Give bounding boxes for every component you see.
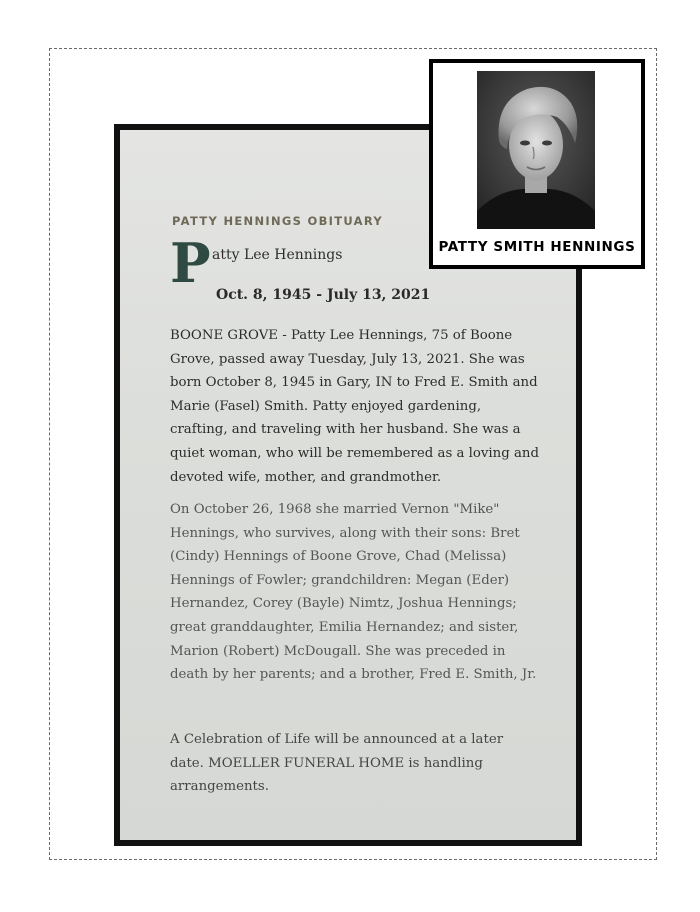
life-dates: Oct. 8, 1945 - July 13, 2021 xyxy=(216,287,431,303)
obituary-paragraph-3: A Celebration of Life will be announced at a later date. MOELLER FUNERAL HOME is handling arrangements. xyxy=(170,732,504,795)
deceased-name: atty Lee Hennings xyxy=(212,247,343,263)
obituary-heading: PATTY HENNINGS OBITUARY xyxy=(172,214,384,228)
portrait-photo xyxy=(477,71,595,229)
obituary-paragraph-1: BOONE GROVE - Patty Lee Hennings, 75 of Boone Grove, passed away Tuesday, July 13, 2021. She was born October 8, 1945 in Gary, IN to Fred E. Smith and Marie (Fasel) Smith. Patty enjoyed gardening, crafting, and traveling with her husband. She was a quiet woman, who will be remembered as a loving and devoted wife, mother, and grandmother. xyxy=(170,328,539,485)
portrait-caption: PATTY SMITH HENNINGS xyxy=(438,239,636,255)
drop-cap: P xyxy=(170,231,211,295)
portrait-frame xyxy=(429,59,645,269)
obituary-paragraph-2: On October 26, 1968 she married Vernon "Mike" Hennings, who survives, along with their sons: Bret (Cindy) Hennings of Boone Grove, Chad (Melissa) Hennings of Fowler; grandchildren: Megan (Eder) Hernandez, Corey (Bayle) Nimtz, Joshua Hennings; great granddaughter, Emilia Hernandez; and sister, Marion (Robert) McDougall. She was preceded in death by her parents; and a brother, Fred E. Smith, Jr. xyxy=(170,502,537,683)
portrait-image xyxy=(477,71,595,229)
